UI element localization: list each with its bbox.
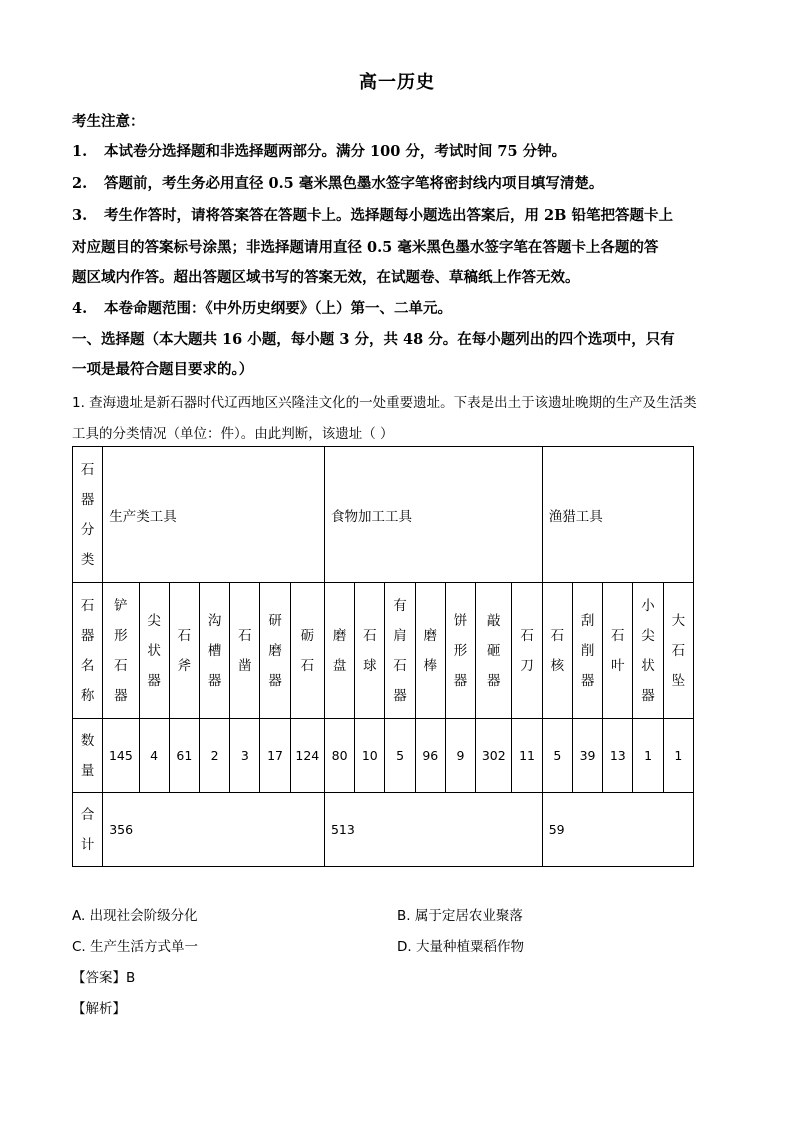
option-c: C. 生产生活方式单一	[72, 939, 199, 955]
notice-item-text: 考生作答时，请将答案答在答题卡上。选择题每小题选出答案后，用 2B 铅笔把答题卡上	[104, 207, 673, 224]
tool-name-5: 研 磨 器	[260, 583, 290, 719]
notice-item-3-cont2: 题区域内作答。超出答题区域书写的答案无效，在试题卷、草稿纸上作答无效。	[72, 269, 580, 286]
tool-name-14: 石 核	[542, 583, 572, 719]
option-a: A. 出现社会阶级分化	[72, 908, 198, 924]
notice-item-number: 3.	[72, 207, 88, 224]
tool-count-13: 11	[512, 719, 542, 793]
tool-name-8: 石 球	[355, 583, 385, 719]
tool-name-2: 石 斧	[169, 583, 199, 719]
group-fishing-hunting: 渔猎工具	[542, 447, 693, 583]
answer-line	[72, 966, 135, 986]
tool-count-5: 17	[260, 719, 290, 793]
notice-heading: 考生注意：	[72, 113, 145, 130]
row-header-count: 数 量	[73, 719, 103, 793]
notice-item-number: 2.	[72, 175, 88, 192]
tool-count-14: 5	[542, 719, 572, 793]
tool-count-18: 1	[663, 719, 693, 793]
tool-name-6: 砺 石	[290, 583, 324, 719]
tool-name-7: 磨 盘	[324, 583, 354, 719]
tool-count-7: 80	[324, 719, 354, 793]
group-food-processing: 食物加工工具	[324, 447, 542, 583]
tool-count-10: 96	[415, 719, 445, 793]
notice-item-3-cont1: 对应题目的答案标号涂黑；非选择题请用直径 0.5 毫米黑色墨水签字笔在答题卡上各题的答	[72, 239, 659, 256]
notice-item-text: 答题前，考生务必用直径 0.5 毫米黑色墨水签字笔将密封线内项目填写清楚。	[104, 175, 604, 192]
question-stem-line1: 1. 查海遗址是新石器时代辽西地区兴隆洼文化的一处重要遗址。下表是出土于该遗址晚期的生产及生活类	[72, 395, 697, 411]
answer-label: 【答案】	[72, 970, 126, 986]
tool-name-13: 石 刀	[512, 583, 542, 719]
tool-count-0: 145	[103, 719, 139, 793]
total-food-processing: 513	[324, 793, 542, 867]
name-row	[73, 583, 694, 719]
option-d: D. 大量种植粟稻作物	[397, 939, 524, 955]
tool-name-0: 铲 形 石 器	[103, 583, 139, 719]
answer-value: B	[126, 970, 136, 986]
row-header-name: 石 器 名 称	[73, 583, 103, 719]
notice-item-1	[72, 140, 566, 161]
notice-item-text: 本卷命题范围：《中外历史纲要》（上）第一、二单元。	[104, 300, 452, 317]
section-heading-line2: 一项是最符合题目要求的。）	[72, 361, 254, 378]
page-title: 高一历史	[359, 72, 435, 93]
option-b: B. 属于定居农业聚落	[397, 908, 523, 924]
tool-name-11: 饼 形 器	[445, 583, 475, 719]
tool-count-11: 9	[445, 719, 475, 793]
row-header-category: 石 器 分 类	[73, 447, 103, 583]
tool-count-6: 124	[290, 719, 324, 793]
tool-name-3: 沟 槽 器	[199, 583, 229, 719]
group-production: 生产类工具	[103, 447, 325, 583]
tool-count-17: 1	[633, 719, 663, 793]
tool-count-2: 61	[169, 719, 199, 793]
analysis-label: 【解析】	[72, 1001, 126, 1017]
total-row	[73, 793, 694, 867]
notice-item-number: 1.	[72, 143, 88, 160]
tool-count-12: 302	[476, 719, 512, 793]
notice-item-text: 本试卷分选择题和非选择题两部分。满分 100 分，考试时间 75 分钟。	[104, 143, 567, 160]
tool-name-16: 石 叶	[603, 583, 633, 719]
tool-name-12: 敲 砸 器	[476, 583, 512, 719]
question-stem-line2: 工具的分类情况（单位：件）。由此判断，该遗址（ ）	[72, 426, 394, 442]
tool-count-16: 13	[603, 719, 633, 793]
count-row	[73, 719, 694, 793]
tool-count-8: 10	[355, 719, 385, 793]
tool-name-15: 刮 削 器	[572, 583, 602, 719]
tool-name-1: 尖 状 器	[139, 583, 169, 719]
notice-item-4	[72, 297, 452, 318]
tool-count-15: 39	[572, 719, 602, 793]
section-heading-line1: 一、选择题（本大题共 16 小题，每小题 3 分，共 48 分。在每小题列出的四个选项中，只有	[72, 331, 675, 348]
tool-table	[72, 446, 694, 867]
tool-count-9: 5	[385, 719, 415, 793]
tool-name-10: 磨 棒	[415, 583, 445, 719]
category-row	[73, 447, 694, 583]
notice-item-2	[72, 172, 603, 193]
tool-name-9: 有 肩 石 器	[385, 583, 415, 719]
notice-item-3	[72, 204, 673, 225]
tool-count-4: 3	[230, 719, 260, 793]
tool-name-17: 小 尖 状 器	[633, 583, 663, 719]
tool-name-18: 大 石 坠	[663, 583, 693, 719]
notice-item-number: 4.	[72, 300, 88, 317]
tool-name-4: 石 凿	[230, 583, 260, 719]
row-header-total: 合 计	[73, 793, 103, 867]
total-fishing-hunting: 59	[542, 793, 693, 867]
total-production: 356	[103, 793, 325, 867]
tool-count-3: 2	[199, 719, 229, 793]
tool-count-1: 4	[139, 719, 169, 793]
